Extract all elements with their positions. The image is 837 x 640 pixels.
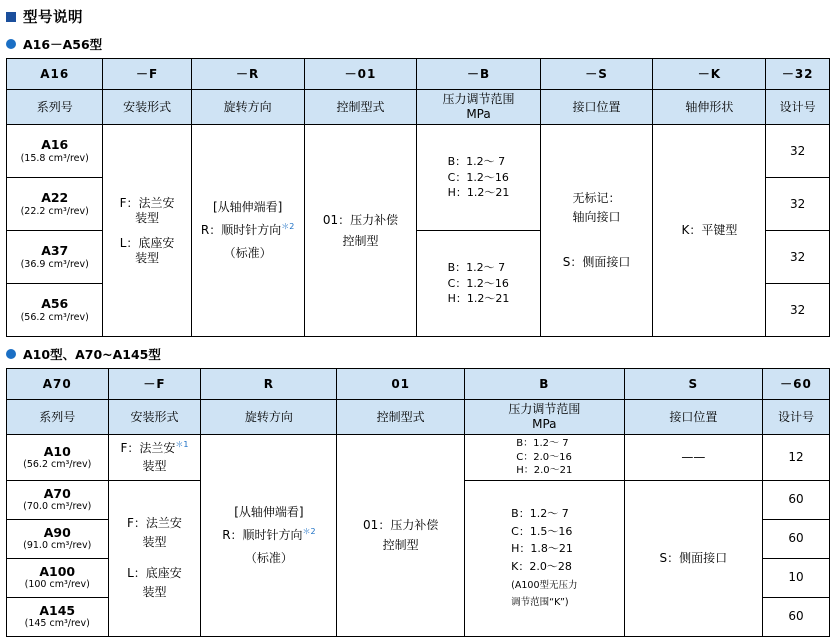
model-name: A16 [41, 137, 69, 153]
table2-name-3: 控制型式 [337, 400, 464, 435]
table2-name-1: 安装形式 [108, 400, 201, 435]
pressure-note-line2: 调节范围“K”) [511, 597, 569, 609]
table1-shaft-cell: K：平键型 [653, 125, 766, 337]
model-displacement: (56.2 cm³/rev) [20, 311, 89, 323]
rotation-line3: （标准） [244, 550, 293, 565]
table1-pressure-cell-2 [417, 231, 540, 337]
table2-subtitle-text: A10型、A70~A145型 [23, 347, 161, 362]
model-name: A22 [41, 190, 69, 206]
table2-name-4-line1: 压力调节范围 [508, 402, 581, 416]
table1-name-row [7, 90, 830, 125]
table2-design-0: 12 [762, 435, 829, 481]
table1-mount-cell [103, 125, 191, 337]
table2-name-4-line2: MPa [532, 417, 557, 431]
model-displacement: (36.9 cm³/rev) [20, 258, 89, 270]
table2-name-4 [464, 400, 624, 435]
table1-model-cell [7, 125, 103, 178]
pressure-note-line1: (A100型无压力 [511, 579, 578, 591]
table1-name-7: 设计号 [766, 90, 830, 125]
control-line1: 01：压力补偿 [322, 213, 399, 228]
table1-code-4: －B [417, 59, 540, 90]
table1-name-0: 系列号 [7, 90, 103, 125]
model-name: A37 [41, 243, 69, 259]
port-line2: 轴向接口 [572, 209, 621, 224]
table2-design-3: 10 [762, 558, 829, 597]
table2-name-5: 接口位置 [624, 400, 762, 435]
rotation-footnote-mark: ＊2 [302, 526, 316, 536]
table2-port-a10-cell: —— [624, 435, 762, 481]
table1-name-2: 旋转方向 [191, 90, 304, 125]
pressure-line: C：1.5～16 [511, 524, 573, 538]
mount-line3: L：底座安 [127, 566, 182, 580]
pressure-line: H：1.8～21 [511, 542, 573, 556]
table2-mount-a10-cell [108, 435, 201, 481]
model-displacement: (145 cm³/rev) [24, 618, 90, 630]
model-table-a16-a56 [6, 58, 830, 337]
table2-design-1: 60 [762, 480, 829, 519]
table2-subtitle [6, 345, 837, 363]
table2-name-6: 设计号 [762, 400, 829, 435]
mount-l-line1: L：底座安 [119, 235, 175, 250]
pressure-line: H：2.0～21 [516, 465, 573, 476]
rotation-line1: [从轴伸端看] [234, 505, 304, 520]
table2-model-cell [7, 558, 109, 597]
table1-row-a16 [7, 125, 830, 178]
rotation-line1: [从轴伸端看] [212, 200, 283, 215]
model-table-a10-a145 [6, 368, 830, 637]
pressure-line: K：2.0～28 [511, 560, 572, 573]
table1-code-2: －R [191, 59, 304, 90]
pressure-line: C：1.2～16 [447, 170, 509, 184]
section-title [6, 6, 837, 27]
model-name: A10 [43, 443, 71, 459]
table1-code-1: －F [103, 59, 191, 90]
model-displacement: (15.8 cm³/rev) [20, 152, 89, 164]
table1-name-4 [417, 90, 540, 125]
table1-name-6: 轴伸形状 [653, 90, 766, 125]
table2-name-row [7, 400, 830, 435]
port-line1: 无标记： [572, 190, 621, 205]
table2-mount-rest-cell [108, 480, 201, 636]
table2-model-cell [7, 480, 109, 519]
table1-code-6: －K [653, 59, 766, 90]
table1-control-cell [304, 125, 417, 337]
rotation-line3: （标准） [223, 245, 272, 260]
table2-name-2: 旋转方向 [201, 400, 337, 435]
table1-model-cell [7, 178, 103, 231]
table2-code-0: A70 [7, 369, 109, 400]
table1-code-0: A16 [7, 59, 103, 90]
port-line3: S：侧面接口 [562, 255, 631, 270]
table2-model-cell [7, 435, 109, 481]
model-name: A56 [41, 296, 69, 312]
rotation-line2: R：顺时针方向 [222, 527, 303, 542]
pressure-line: B：1.2～ 7 [516, 438, 569, 449]
table2-model-cell [7, 597, 109, 636]
table2-code-4: B [464, 369, 624, 400]
table2-control-cell [337, 435, 464, 637]
table1-subtitle [6, 35, 837, 53]
table1-port-cell [540, 125, 653, 337]
table2-code-6: －60 [762, 369, 829, 400]
mount-line1: F：法兰安 [127, 515, 182, 530]
section-title-text: 型号说明 [23, 10, 83, 26]
table1-model-cell [7, 284, 103, 337]
model-displacement: (70.0 cm³/rev) [23, 501, 92, 513]
table1-design-0: 32 [766, 125, 830, 178]
control-line1: 01：压力补偿 [363, 517, 439, 532]
rotation-footnote-mark: ＊2 [281, 222, 295, 232]
table1-model-cell [7, 231, 103, 284]
pressure-line: C：1.2～16 [447, 276, 509, 290]
model-name: A90 [43, 524, 71, 540]
table1-code-5: －S [540, 59, 653, 90]
round-bullet-icon [6, 39, 16, 49]
round-bullet-icon [6, 349, 16, 359]
model-displacement: (100 cm³/rev) [24, 579, 90, 591]
mount-l-line2: 装型 [135, 250, 160, 265]
table2-row-a10 [7, 435, 830, 481]
model-displacement: (22.2 cm³/rev) [20, 205, 89, 217]
mount-a10-line1: F：法兰安 [120, 441, 176, 456]
table2-port-rest-cell: S：侧面接口 [624, 480, 762, 636]
square-bullet-icon [6, 12, 16, 22]
table1-design-1: 32 [766, 178, 830, 231]
table1-name-3: 控制型式 [304, 90, 417, 125]
mount-footnote-mark: ＊1 [175, 440, 189, 450]
pressure-line: B：1.2～ 7 [447, 260, 506, 274]
pressure-line: C：2.0～16 [516, 451, 572, 463]
table2-code-5: S [624, 369, 762, 400]
control-line2: 控制型 [342, 233, 379, 248]
table2-pressure-a10-cell [464, 435, 624, 481]
rotation-line2: R：顺时针方向 [200, 223, 282, 238]
table1-name-5: 接口位置 [540, 90, 653, 125]
model-displacement: (91.0 cm³/rev) [23, 540, 92, 552]
table1-design-3: 32 [766, 284, 830, 337]
model-name: A145 [39, 602, 76, 618]
table2-design-4: 60 [762, 597, 829, 636]
control-line2: 控制型 [382, 538, 419, 553]
page-root [0, 6, 837, 640]
model-displacement: (56.2 cm³/rev) [23, 459, 92, 471]
table2-rotation-cell [201, 435, 337, 637]
table1-name-4-line2: MPa [466, 107, 491, 121]
table1-code-7: －32 [766, 59, 830, 90]
pressure-line: B：1.2～ 7 [511, 507, 569, 521]
table1-design-2: 32 [766, 231, 830, 284]
mount-a10-line2: 装型 [142, 459, 167, 474]
table2-name-0: 系列号 [7, 400, 109, 435]
model-name: A100 [39, 563, 76, 579]
mount-f-line2: 装型 [135, 210, 160, 225]
table1-name-1: 安装形式 [103, 90, 191, 125]
model-name: A70 [43, 485, 71, 501]
table2-design-2: 60 [762, 519, 829, 558]
table1-rotation-cell [191, 125, 304, 337]
mount-line2: 装型 [142, 534, 167, 549]
mount-f-line1: F：法兰安 [119, 195, 175, 210]
table2-model-cell [7, 519, 109, 558]
table2-code-row [7, 369, 830, 400]
table2-code-3: 01 [337, 369, 464, 400]
table1-name-4-line1: 压力调节范围 [442, 92, 515, 106]
table1-pressure-cell-1 [417, 125, 540, 231]
pressure-line: H：1.2～21 [447, 292, 510, 306]
table2-code-1: －F [108, 369, 201, 400]
pressure-line: B：1.2～ 7 [447, 154, 506, 168]
table2-pressure-rest-cell [464, 480, 624, 636]
mount-line4: 装型 [142, 585, 167, 600]
table1-code-row [7, 59, 830, 90]
table1-subtitle-text: A16－A56型 [23, 37, 103, 52]
table1-code-3: －01 [304, 59, 417, 90]
pressure-line: H：1.2～21 [447, 186, 510, 200]
table2-code-2: R [201, 369, 337, 400]
